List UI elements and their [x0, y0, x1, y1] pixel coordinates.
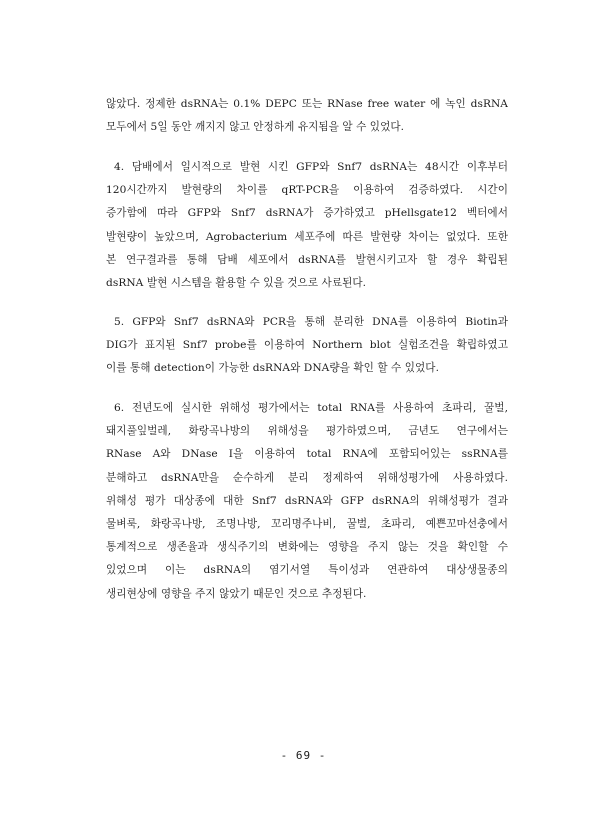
- paragraph-line: 생리현상에 영향을 주지 않았기 때문인 것으로 추정된다.: [106, 587, 367, 600]
- paragraph-line: 4. 담배에서 일시적으로 발현 시킨 GFP와 Snf7 dsRNA는 48시간 이후부터: [114, 161, 508, 173]
- paragraph-line: 120시간까지 발현량의 차이를 qRT-PCR을 이용하여 검증하였다. 시간이: [106, 184, 508, 197]
- paragraph-line: 이를 통해 detection이 가능한 dsRNA와 DNA량을 확인 할 수 있었다.: [106, 362, 440, 375]
- paragraph-line: 6. 전년도에 실시한 위해성 평가에서는 total RNA를 사용하여 초파리, 꿀벌,: [114, 402, 508, 414]
- paragraph-2: [106, 156, 508, 295]
- paragraph-line: 있었으며 이는 dsRNA의 염기서열 특이성과 연관하여 대상생물종의: [106, 564, 508, 577]
- paragraph-line: 위해성 평가 대상종에 대한 Snf7 dsRNA와 GFP dsRNA의 위해성평가 결과: [106, 494, 508, 507]
- paragraph-line: 돼지풀잎벌레, 화랑곡나방의 위해성을 평가하였으며, 금년도 연구에서는: [106, 425, 508, 438]
- paragraph-line: 물벼룩, 화랑곡나방, 조명나방, 꼬리명주나비, 꿀벌, 초파리, 예쁜꼬마선충에서: [106, 518, 508, 531]
- paragraph-line: 5. GFP와 Snf7 dsRNA와 PCR을 통해 분리한 DNA를 이용하여 Biotin과: [114, 316, 508, 328]
- paragraph-line: 모두에서 5일 동안 깨지지 않고 안정하게 유지됨을 알 수 있었다.: [106, 121, 405, 134]
- paragraph-line: 통계적으로 생존율과 생식주기의 변화에는 영향을 주지 않는 것을 확인할 수: [106, 541, 508, 554]
- page-number: - 69 -: [280, 749, 327, 762]
- paragraph-line: 않았다. 정제한 dsRNA는 0.1% DEPC 또는 RNase free water 에 녹인 dsRNA: [106, 98, 508, 110]
- paragraph-line: 증가함에 따라 GFP와 Snf7 dsRNA가 증가하였고 pHellsgate12 벡터에서: [106, 207, 508, 220]
- paragraph-line: DIG가 표지된 Snf7 probe를 이용하여 Northern blot 실험조건을 확립하였고: [106, 339, 508, 352]
- paragraph-1: [106, 93, 508, 139]
- paragraph-line: 본 연구결과를 통해 담배 세포에서 dsRNA를 발현시키고자 할 경우 확립된: [106, 253, 508, 266]
- paragraph-line: 분해하고 dsRNA만을 순수하게 분리 정제하여 위해성평가에 사용하였다.: [106, 471, 508, 484]
- paragraph-line: 발현량이 높았으며, Agrobacterium 세포주에 따른 발현량 차이는 없었다. 또한: [106, 230, 508, 243]
- paragraph-3: [106, 311, 508, 381]
- paragraph-line: RNase A와 DNase I을 이용하여 total RNA에 포함되어있는 ssRNA를: [106, 448, 508, 461]
- paragraph-line: dsRNA 발현 시스템을 활용할 수 있을 것으로 사료된다.: [106, 277, 367, 290]
- paragraph-4: [106, 397, 508, 606]
